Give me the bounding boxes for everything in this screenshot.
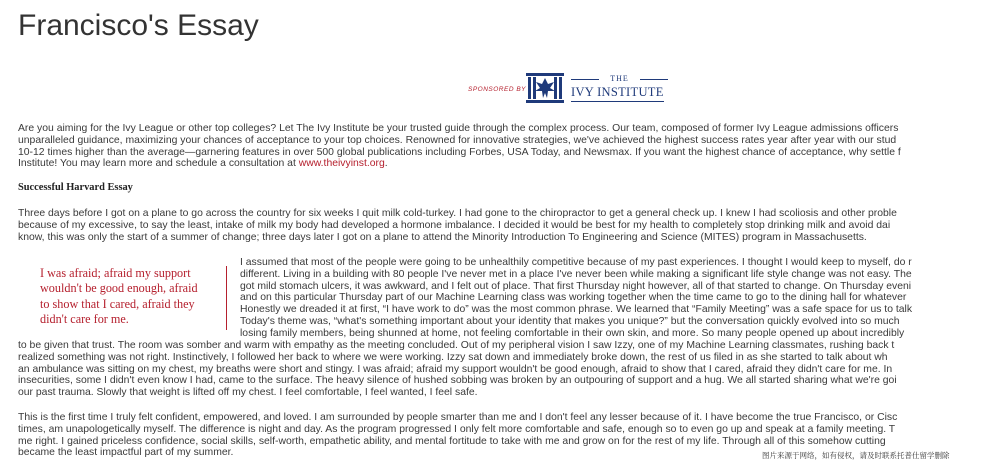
intro-last-prefix: Institute! You may learn more and schedule a consultation at [18,158,299,170]
page-title: Francisco's Essay [18,9,259,42]
intro-line: unparalleled guidance, maximizing your chances of acceptance to your top choices. Renowned for innovative strategies, we've achieved the highest success rates year after year with our stud [18,134,897,146]
essay-line: know, this was only the start of a summer of change; three days later I got on a plane to attend the Minority Introduction To Engineering and Science (MITES) program in Massachusetts. [18,231,867,243]
intro-line [18,158,982,170]
brand-name: IVY INSTITUTE [571,85,664,102]
essay-line: Three days before I got on a plane to go across the country for six weeks I quit milk cold-turkey. I had gone to the chiropractor to get a general check up. I knew I had scoliosis and other proble [18,208,897,219]
essay-line: losing family members, being shunned at home, not feeling comfortable in their own skin, and more. So many people opened up about incredibly [240,327,905,339]
intro-line: 10-12 times higher than the average—garnering features in over 500 global publications including Forbes, USA Today, and Newsmax. If you want the highest chance of acceptance, why settle f [18,146,901,158]
pull-quote-line: didn't care for me. [40,312,129,327]
ivy-institute-logo [525,72,565,104]
essay-line: This is the first time I truly felt confident, empowered, and loved. I am surrounded by people smarter than me and I don't feel any lesser because of it. I have become the true Francisco, or Cisc [18,412,898,423]
pull-quote-line: I was afraid; afraid my support [40,266,191,280]
essay-line: got mild stomach ulcers, it was awkward, and I felt out of place. That first Thursday night however, all of that started to change. On Thursday eveni [240,280,912,292]
intro-paragraph [18,123,982,170]
brand-the-label: THE [571,74,668,83]
pull-quote-line: wouldn't be good enough, afraid [40,281,198,296]
essay-paragraph-2-full [18,340,982,399]
essay-line: Today's theme was, “what's something important about your identity that makes you unique?” but the conversation quickly evolved into so much [240,315,900,327]
intro-last-suffix: . [384,158,388,170]
essay-line: to be given that trust. The room was somber and warm with empathy as the meeting concluded. Out of my peripheral vision I saw Izzy, one of my Machine Learning classmates, rushing back t [18,340,895,351]
essay-line: different. Living in a building with 80 people I've never met in a place I've never been while making a significant life style change was not easy. The [240,268,912,280]
essay-line: me right. I gained priceless confidence, social skills, self-worth, empathetic ability, and mental fortitude to take with me and grow on for the rest of my life. Through all of this somehow cutting [18,435,886,447]
essay-heading: Successful Harvard Essay [18,182,133,193]
pull-quote-line: to show that I cared, afraid they [40,296,195,311]
sponsor-banner[interactable] [468,72,678,106]
essay-paragraph-2-side [240,257,982,340]
watermark: 图片来源于网络，如有侵权，请及时联系托普仕留学删除 [762,451,950,460]
essay-line: and on this particular Thursday part of our Machine Learning class was working together when the time came to go to the dining hall for whatever [240,292,907,304]
essay-line: insecurities, some I didn't even know I had, came to the surface. The heavy silence of hushed sobbing was broken by an outpouring of support and a hug. We all started sharing what we're goi [18,375,897,387]
essay-line: times, am unapologetically myself. The difference is night and day. As the program progressed I only felt more comfortable and safe, enough so to even go up and speak at a family meeting. T [18,423,896,435]
intro-line: Are you aiming for the Ivy League or other top colleges? Let The Ivy Institute be your trusted guide through the complex process. Our team, composed of former Ivy League admissions officers [18,123,899,134]
essay-line: I assumed that most of the people were going to be unhealthily competitive because of my past experiences. I thought I would keep to myself, do r [240,257,912,268]
consultation-link[interactable]: www.theivyinst.org [298,158,385,170]
essay-line: realized something was not right. Instinctively, I followed her back to where we were working. Izzy sat down and immediately broke down, the rest of us filed in as she started to talk about wh [18,351,888,363]
essay-line: because of my excessive, to say the least, intake of milk my body had developed a hormone imbalance. I decided it would be best for my health to completely stop drinking milk and avoid dai [18,219,891,231]
essay-line: Honestly we dreaded it at first, “I have work to do” was the most common phrase. We learned that “Family Meeting” was a safe space for us to talk [240,304,913,316]
essay-line: became the least impactful part of my summer. [18,447,234,459]
essay-line: our past trauma. Slowly that weight is lifted off my chest. I feel comfortable, I feel wanted, I feel safe. [18,387,478,399]
essay-paragraph-1 [18,208,982,243]
pull-quote [30,266,227,330]
sponsor-label: SPONSORED BY [468,86,527,93]
essay-line: an ambulance was sitting on my chest, my breaths were short and stingy. I was afraid; afraid my support wouldn't be good enough, afraid to show that I cared, afraid they didn't care for me. In [18,363,893,375]
